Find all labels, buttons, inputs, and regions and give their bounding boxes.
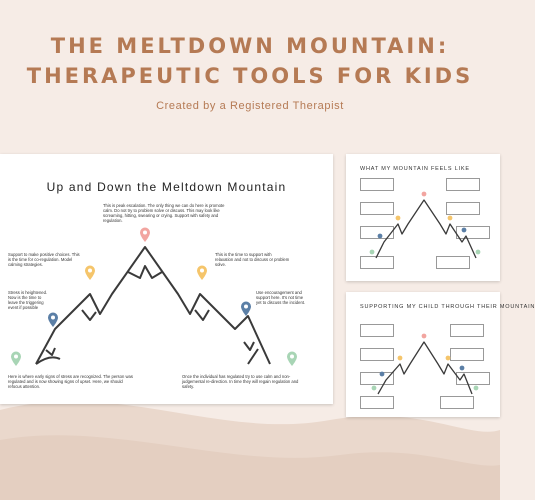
side-worksheet-supporting bbox=[346, 292, 535, 417]
map-pin-icon bbox=[84, 265, 96, 281]
map-pin-icon bbox=[10, 351, 22, 367]
side-worksheet-2-title: SUPPORTING MY CHILD THROUGH THEIR MOUNTAIN bbox=[360, 304, 535, 310]
map-pin-icon bbox=[196, 265, 208, 281]
map-pin-icon bbox=[139, 227, 151, 243]
annotation-peak: This is peak escalation. The only thing we can do here is promote calm. Do not try to problem solve or discuss. This may look like screaming, hitting, swearing or crying. Support with safety and regulation. bbox=[103, 203, 225, 223]
map-pin-icon bbox=[47, 312, 59, 328]
annotation-bottom-right: Once the individual has regulated try to use calm and non-judgemental re-direction. In time they will regain regulation and safety. bbox=[182, 374, 299, 389]
main-worksheet-title: Up and Down the Meltdown Mountain bbox=[46, 180, 287, 194]
annotation-right-mid: This is the time to support with relaxation and not to discuss or problem solve. bbox=[215, 252, 290, 267]
title-line-2: THERAPEUTIC TOOLS FOR KIDS bbox=[26, 64, 474, 88]
annotation-left-mid: Support to make positive choices. This is the time for co-regulation. Model calming strategies. bbox=[8, 252, 80, 267]
annotation-bottom-left: Here is where early signs of stress are recognized. The person was regulated and is now showing signs of upset. Here, we should refocus attention. bbox=[8, 374, 133, 389]
mountain-illustration bbox=[346, 154, 500, 281]
mountain-illustration bbox=[346, 292, 500, 417]
side-worksheet-feels-like bbox=[346, 154, 500, 281]
annotation-right-lower: Use encouragement and support here. It's not time yet to discuss the incident. bbox=[256, 290, 306, 305]
map-pin-icon bbox=[286, 351, 298, 367]
mountain-illustration bbox=[0, 154, 333, 404]
subtitle: Created by a Registered Therapist bbox=[156, 100, 344, 112]
map-pin-icon bbox=[240, 301, 252, 317]
main-worksheet bbox=[0, 154, 333, 404]
annotation-left-lower: Stress is heightened. Now is the time to leave the triggering event if possible bbox=[8, 290, 48, 310]
title-line-1: THE MELTDOWN MOUNTAIN: bbox=[50, 34, 450, 58]
side-worksheet-1-title: WHAT MY MOUNTAIN FEELS LIKE bbox=[360, 166, 470, 172]
